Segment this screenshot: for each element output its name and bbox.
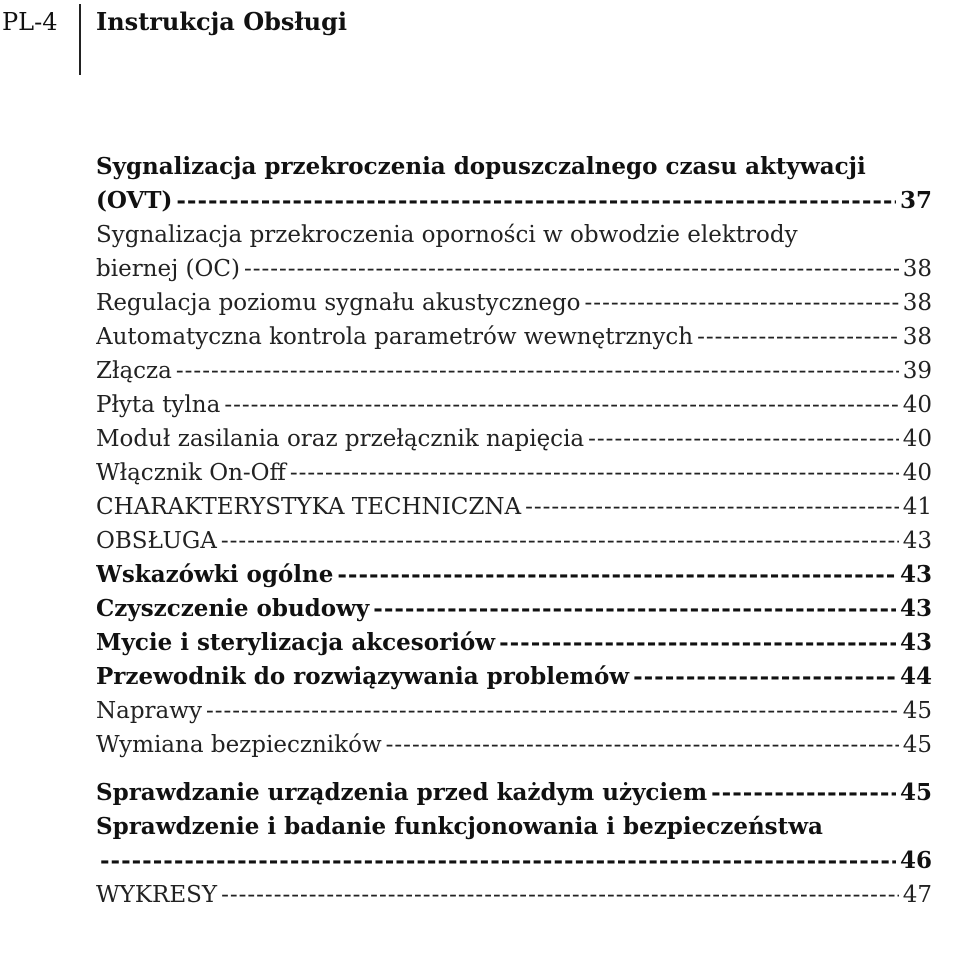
toc-page-number: 45 xyxy=(902,732,932,758)
toc-page-number: 45 xyxy=(899,779,932,806)
toc-entry[interactable] xyxy=(96,524,932,558)
document-title: Instrukcja Obsługi xyxy=(96,7,347,36)
dot-leader xyxy=(588,422,899,456)
toc-entry-title-continued: (OVT) xyxy=(96,187,173,214)
toc-page-number: 43 xyxy=(899,595,932,622)
toc-entry-title: CHARAKTERYSTYKA TECHNICZNA xyxy=(96,494,522,520)
dot-leader xyxy=(206,694,899,728)
toc-entry[interactable] xyxy=(96,490,932,524)
toc-entry-title: Włącznik On-Off xyxy=(96,460,286,486)
toc-page-number: 40 xyxy=(902,460,932,486)
toc-entry-title: Sprawdzenie i badanie funkcjonowania i bezpieczeństwa xyxy=(96,813,823,840)
toc-page-number: 43 xyxy=(899,629,932,656)
toc-page-number: 38 xyxy=(902,324,932,350)
dot-leader xyxy=(525,490,899,524)
toc-page-number: 43 xyxy=(902,528,932,554)
toc-entry[interactable] xyxy=(96,286,932,320)
toc-page-number: 47 xyxy=(902,882,932,908)
toc-page-number: 38 xyxy=(902,290,932,316)
toc-page-number: 46 xyxy=(899,847,932,874)
toc-entry-title: Automatyczna kontrola parametrów wewnętrznych xyxy=(96,324,694,350)
toc-entry[interactable] xyxy=(96,558,932,592)
toc-entry-title: Sygnalizacja przekroczenia oporności w obwodzie elektrody xyxy=(96,222,798,248)
toc-entry[interactable] xyxy=(96,592,932,626)
section-spacer xyxy=(96,762,932,776)
toc-page-number: 41 xyxy=(902,494,932,520)
dot-leader xyxy=(221,524,899,558)
toc-page-number: 37 xyxy=(899,187,932,214)
toc-entry[interactable] xyxy=(96,422,932,456)
toc-entry-title: Wskazówki ogólne xyxy=(96,561,334,588)
header-divider xyxy=(79,4,81,75)
page-number-label: PL-4 xyxy=(2,8,58,36)
dot-leader xyxy=(585,286,899,320)
toc-entry-title: WYKRESY xyxy=(96,882,218,908)
toc-entry-title: OBSŁUGA xyxy=(96,528,217,554)
toc-page-number: 38 xyxy=(902,256,932,282)
toc-entry[interactable] xyxy=(96,694,932,728)
toc-page-number: 43 xyxy=(899,561,932,588)
toc-entry[interactable] xyxy=(96,218,932,286)
dot-leader xyxy=(711,776,896,810)
toc-page-number: 40 xyxy=(902,426,932,452)
toc-entry-title: Wymiana bezpieczników xyxy=(96,732,382,758)
toc-entry-title-continued: biernej (OC) xyxy=(96,256,240,282)
toc-entry-title: Płyta tylna xyxy=(96,392,221,418)
dot-leader xyxy=(633,660,896,694)
table-of-contents xyxy=(96,150,932,912)
toc-page-number: 39 xyxy=(902,358,932,384)
dot-leader xyxy=(244,252,899,286)
dot-leader xyxy=(176,184,896,218)
toc-entry[interactable] xyxy=(96,728,932,762)
toc-entry-title: Sprawdzanie urządzenia przed każdym użyciem xyxy=(96,779,708,806)
dot-leader xyxy=(697,320,899,354)
toc-entry-title: Czyszczenie obudowy xyxy=(96,595,370,622)
dot-leader xyxy=(386,728,899,762)
toc-entry[interactable] xyxy=(96,354,932,388)
toc-entry-title: Regulacja poziomu sygnału akustycznego xyxy=(96,290,581,316)
toc-entry-title: Moduł zasilania oraz przełącznik napięcia xyxy=(96,426,585,452)
toc-entry-title: Złącza xyxy=(96,358,172,384)
toc-entry[interactable] xyxy=(96,388,932,422)
toc-page-number: 44 xyxy=(899,663,932,690)
toc-entry-title: Przewodnik do rozwiązywania problemów xyxy=(96,663,630,690)
dot-leader xyxy=(221,878,899,912)
toc-entry[interactable] xyxy=(96,878,932,912)
dot-leader xyxy=(499,626,896,660)
page-header xyxy=(0,0,960,80)
toc-entry[interactable] xyxy=(96,150,932,218)
dot-leader xyxy=(290,456,899,490)
toc-entry[interactable] xyxy=(96,660,932,694)
dot-leader xyxy=(100,844,896,878)
dot-leader xyxy=(176,354,899,388)
dot-leader xyxy=(337,558,896,592)
dot-leader xyxy=(373,592,896,626)
toc-entry[interactable] xyxy=(96,320,932,354)
toc-entry[interactable] xyxy=(96,810,932,878)
toc-entry-title: Mycie i sterylizacja akcesoriów xyxy=(96,629,496,656)
toc-page-number: 40 xyxy=(902,392,932,418)
toc-page-number: 45 xyxy=(902,698,932,724)
dot-leader xyxy=(224,388,898,422)
toc-entry[interactable] xyxy=(96,776,932,810)
toc-entry-title: Naprawy xyxy=(96,698,202,724)
toc-entry[interactable] xyxy=(96,626,932,660)
toc-entry[interactable] xyxy=(96,456,932,490)
toc-entry-title: Sygnalizacja przekroczenia dopuszczalnego czasu aktywacji xyxy=(96,153,866,180)
